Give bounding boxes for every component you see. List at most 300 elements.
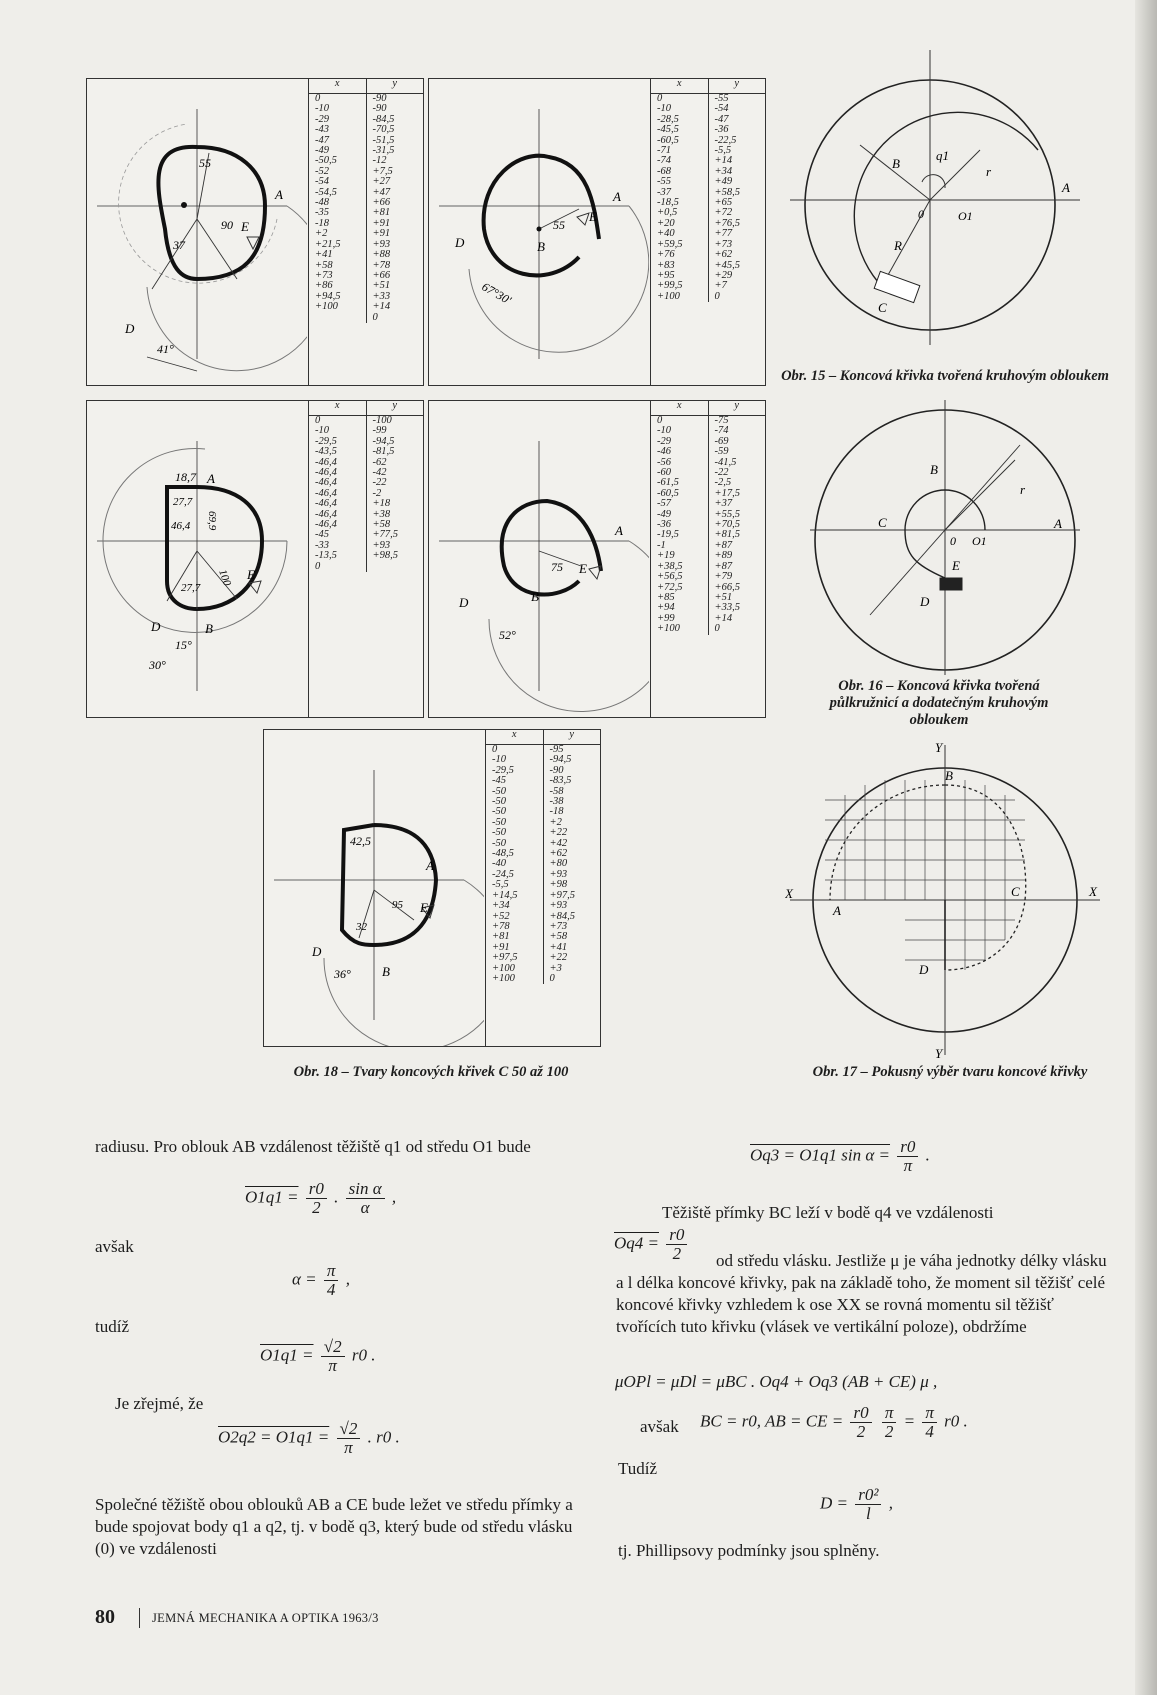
- eq9-den: l: [865, 1504, 871, 1523]
- table-cell-y: +91: [372, 217, 391, 229]
- figure-panel-4: [428, 400, 766, 718]
- table-cell-y: -58: [549, 785, 564, 797]
- figure-panel-1: [86, 78, 424, 386]
- label-R15: R: [894, 238, 902, 253]
- table-cell-y: +98,5: [372, 550, 398, 562]
- table-cell-x: +19: [657, 550, 675, 562]
- figure-panel-5: [263, 729, 601, 1047]
- label-A3: A: [207, 471, 215, 486]
- table-cell-y: +77: [714, 228, 733, 240]
- table-cell-x: -46,4: [315, 519, 337, 531]
- left-paragraph-1: radiusu. Pro oblouk AB vzdálenost těžiště q1 od středu O1 bude: [95, 1137, 531, 1156]
- table-cell-y: +2: [549, 816, 562, 828]
- coord-table-4: [650, 401, 765, 717]
- table-cell-y: +84,5: [549, 910, 575, 922]
- right-paragraph-3: avšak: [640, 1417, 679, 1436]
- table-cell-x: -10: [315, 425, 329, 437]
- table-cell-y: -94,5: [372, 435, 395, 447]
- col-x: x: [651, 79, 709, 93]
- label-D4: D: [459, 595, 469, 610]
- table-cell-x: +99: [657, 612, 675, 624]
- table-cell-y: +98: [549, 879, 568, 891]
- table-cell-x: -18,5: [657, 197, 679, 209]
- eq3-num: √2: [321, 1338, 345, 1357]
- table-cell-y: 0: [549, 972, 555, 984]
- table-cell-x: 0: [492, 744, 498, 755]
- dim-69-9: 69,9: [206, 511, 218, 531]
- label-A5: A: [426, 858, 434, 873]
- label-C15: C: [878, 300, 887, 315]
- table-cell-x: -50: [492, 796, 506, 808]
- col-y: y: [734, 78, 740, 89]
- table-cell-y: -83,5: [549, 775, 572, 787]
- label-r16: r: [1020, 482, 1026, 497]
- table-cell-y: +93: [549, 900, 568, 912]
- equation-3: [260, 1338, 375, 1375]
- table-cell-x: -10: [657, 103, 671, 115]
- coord-table-5: [485, 730, 600, 1046]
- label-D16: D: [920, 594, 930, 609]
- table-cell-y: +93: [549, 868, 568, 880]
- col-y: y: [569, 729, 575, 740]
- table-cell-y: +7: [714, 280, 727, 292]
- table-cell-y: +72: [714, 207, 733, 219]
- table-cell-x: +100: [492, 962, 515, 974]
- col-y: y: [392, 78, 398, 89]
- table-cell-y: +65: [714, 197, 733, 209]
- label-B4: B: [531, 589, 539, 604]
- table-cell-x: +97,5: [492, 952, 518, 964]
- label-D17: D: [919, 962, 929, 977]
- table-cell-x: +78: [492, 920, 510, 932]
- equation-8: BC = r0, AB = CE = $\frac{r0}{2}$ $\frac{\pi}{2}$ = $\frac{\pi}{4}$ r0 .: [700, 1403, 968, 1441]
- table-cell-x: -10: [315, 103, 329, 115]
- table-cell-x: -57: [657, 498, 671, 510]
- right-paragraph-4: Tudíž: [618, 1459, 658, 1478]
- dim-95: 95: [392, 899, 403, 911]
- eq3-lhs: O1q1 =: [260, 1345, 314, 1365]
- table-cell-x: -61,5: [657, 477, 679, 489]
- table-cell-x: -48: [315, 197, 329, 209]
- label-E5: E: [420, 900, 428, 915]
- table-cell-y: +33,5: [714, 602, 740, 614]
- dim-100: 100: [216, 567, 234, 588]
- table-cell-x: -29: [315, 113, 329, 125]
- col-x: x: [309, 79, 367, 93]
- label-E2: E: [589, 209, 597, 224]
- table-cell-x: -1: [657, 539, 666, 551]
- table-cell-x: +14,5: [492, 889, 518, 901]
- table-cell-y: -2,5: [714, 477, 732, 489]
- table-cell-y: +79: [714, 571, 733, 583]
- table-cell-y: +22: [549, 827, 568, 839]
- col-x: x: [651, 401, 709, 415]
- eq5-num: r0: [897, 1138, 918, 1157]
- coord-table-2: [650, 79, 765, 385]
- table-cell-y: +47: [372, 186, 391, 198]
- table-cell-x: +72,5: [657, 581, 683, 593]
- table-cell-x: -50: [492, 816, 506, 828]
- table-cell-x: -49: [315, 145, 329, 157]
- table-cell-x: -40: [492, 858, 506, 870]
- table-cell-x: +83: [657, 259, 675, 271]
- table-cell-y: +93: [372, 539, 391, 551]
- table-cell-x: -48,5: [492, 848, 514, 860]
- equation-1: O1q1 = $\frac{r0}{2}$ . $\frac{\text{sin α}}{\alpha}$ ,: [245, 1179, 397, 1217]
- eq1-f2-num: sin α: [346, 1180, 385, 1199]
- table-cell-y: +45,5: [714, 259, 740, 271]
- eq8-tail: r0 .: [944, 1411, 968, 1431]
- table-cell-y: +29: [714, 269, 733, 281]
- table-cell-x: -46,4: [315, 456, 337, 468]
- label-B15: B: [892, 156, 900, 171]
- table-cell-y: -69: [714, 435, 729, 447]
- figure-16-drawing: [810, 400, 1100, 680]
- table-cell-x: +100: [315, 301, 338, 313]
- table-cell-x: +2: [315, 228, 328, 240]
- table-cell-y: -54: [714, 103, 729, 115]
- curve-drawing-1: [87, 79, 307, 385]
- eq8-lhs: BC = r0, AB = CE =: [700, 1411, 844, 1431]
- table-cell-x: +94: [657, 602, 675, 614]
- table-cell-y: +66: [372, 269, 391, 281]
- table-cell-y: +97,5: [549, 889, 575, 901]
- eq4-lhs: O2q2 = O1q1 =: [218, 1427, 330, 1447]
- table-cell-x: +38,5: [657, 560, 683, 572]
- table-cell-x: -29,5: [315, 435, 337, 447]
- table-cell-y: +18: [372, 498, 391, 510]
- table-cell-x: -68: [657, 165, 671, 177]
- table-cell-x: -50: [492, 785, 506, 797]
- table-cell-y: -18: [549, 806, 564, 818]
- table-cell-x: -19,5: [657, 529, 679, 541]
- table-cell-y: +55,5: [714, 508, 740, 520]
- table-cell-y: +58,5: [714, 186, 740, 198]
- eq1-f1-num: r0: [306, 1180, 327, 1199]
- eq8-n2: π: [882, 1404, 897, 1423]
- label-C16: C: [878, 515, 887, 530]
- table-cell-y: -41,5: [714, 456, 737, 468]
- table-cell-x: -46,4: [315, 498, 337, 510]
- label-E: E: [241, 219, 249, 234]
- eq4-den: π: [344, 1438, 353, 1457]
- table-cell-y: +66,5: [714, 581, 740, 593]
- table-cell-y: +73: [714, 238, 733, 250]
- eq5-den: π: [903, 1156, 913, 1175]
- table-cell-y: +62: [714, 249, 733, 261]
- label-A2: A: [613, 189, 621, 204]
- table-cell-x: +100: [492, 972, 515, 984]
- table-cell-x: -28,5: [657, 113, 679, 125]
- table-cell-x: -35: [315, 207, 329, 219]
- footer-divider: [139, 1608, 140, 1628]
- table-cell-x: -37: [657, 186, 671, 198]
- table-cell-y: 0: [714, 623, 720, 635]
- angle-30: 30°: [149, 658, 166, 672]
- table-cell-y: +62: [549, 848, 568, 860]
- table-cell-y: +89: [714, 550, 733, 562]
- table-cell-x: -50: [492, 806, 506, 818]
- left-paragraph-2: avšak: [95, 1237, 134, 1256]
- figure-panel-2: [428, 78, 766, 386]
- table-cell-x: +56,5: [657, 571, 683, 583]
- table-cell-x: +81: [492, 931, 510, 943]
- label-q15: q1: [936, 148, 949, 163]
- table-cell-x: -54,5: [315, 186, 337, 198]
- table-cell-x: +100: [657, 290, 680, 302]
- angle-15: 15°: [175, 638, 192, 652]
- table-cell-x: -46,4: [315, 467, 337, 479]
- table-cell-y: -84,5: [372, 113, 395, 125]
- table-cell-y: +76,5: [714, 217, 740, 229]
- label-D2: D: [455, 235, 465, 250]
- journal-name: JEMNÁ MECHANIKA A OPTIKA 1963/3: [152, 1611, 379, 1625]
- label-A: A: [275, 187, 283, 202]
- table-cell-x: -33: [315, 539, 329, 551]
- table-cell-x: +91: [492, 941, 510, 953]
- angle-67: 67°30': [479, 279, 514, 308]
- eq3-tail: r0 .: [351, 1345, 376, 1365]
- eq9-lhs: D =: [820, 1493, 848, 1513]
- table-cell-y: +22: [549, 952, 568, 964]
- table-cell-y: -62: [372, 456, 387, 468]
- table-cell-y: -38: [549, 796, 564, 808]
- table-cell-x: -43: [315, 124, 329, 136]
- page-edge-shadow: [1135, 0, 1157, 1695]
- table-cell-y: +78: [372, 259, 391, 271]
- curve-drawing-3: [87, 401, 307, 717]
- table-cell-x: -10: [492, 754, 506, 766]
- dim-42-5: 42,5: [350, 834, 371, 848]
- table-cell-y: +49: [714, 176, 733, 188]
- dim-55: 55: [199, 156, 211, 170]
- table-cell-x: +86: [315, 280, 333, 292]
- table-cell-y: -90: [549, 764, 564, 776]
- label-X17-right: X: [1089, 884, 1097, 899]
- label-O15: 0: [918, 207, 924, 221]
- table-cell-x: 0: [315, 415, 321, 426]
- right-paragraph-5: tj. Phillipsovy podmínky jsou splněny.: [618, 1541, 880, 1560]
- coord-table-1: [308, 79, 423, 385]
- eq3-den: π: [328, 1356, 337, 1375]
- label-r15: r: [986, 164, 992, 179]
- eq6-den: 2: [672, 1244, 682, 1263]
- table-cell-y: -75: [714, 415, 729, 426]
- label-B17: B: [945, 768, 953, 783]
- eq6-num: r0: [666, 1226, 687, 1245]
- table-cell-y: +42: [549, 837, 568, 849]
- table-cell-y: -95: [549, 744, 564, 755]
- table-cell-y: +58: [549, 931, 568, 943]
- table-cell-x: -46: [657, 446, 671, 458]
- curve-drawing-4: [429, 401, 649, 717]
- table-cell-y: -51,5: [372, 134, 395, 146]
- label-A15: A: [1062, 180, 1070, 195]
- coord-table-3: [308, 401, 423, 717]
- table-cell-y: +14: [714, 612, 733, 624]
- label-Y17-top: Y: [935, 740, 943, 755]
- table-cell-x: -74: [657, 155, 671, 167]
- table-cell-x: -46,4: [315, 487, 337, 499]
- table-cell-y: +80: [549, 858, 568, 870]
- table-cell-y: -22: [372, 477, 387, 489]
- eq4-tail: . r0 .: [367, 1427, 400, 1447]
- label-C17: C: [1011, 884, 1020, 899]
- label-B16: B: [930, 462, 938, 477]
- table-cell-y: +17,5: [714, 487, 740, 499]
- eq8-n3: π: [922, 1404, 937, 1423]
- table-cell-y: +70,5: [714, 519, 740, 531]
- table-cell-y: -74: [714, 425, 729, 437]
- table-cell-y: -22: [714, 467, 729, 479]
- curve-drawing-5: [264, 730, 484, 1046]
- equation-7: μOPl = μDl = μBC . Oq4 + Oq3 (AB + CE) μ ,: [615, 1372, 938, 1391]
- table-cell-y: -5,5: [714, 145, 732, 157]
- eq9-num: r0²: [855, 1486, 881, 1505]
- table-cell-x: +40: [657, 228, 675, 240]
- eq8-d3: 4: [925, 1422, 934, 1441]
- table-cell-x: -52: [315, 165, 329, 177]
- table-cell-y: -90: [372, 103, 387, 115]
- table-cell-y: +93: [372, 238, 391, 250]
- table-cell-x: -13,5: [315, 550, 337, 562]
- equation-2: α = $\frac{\pi}{4}$ ,: [292, 1261, 350, 1299]
- table-cell-y: +87: [714, 539, 733, 551]
- table-cell-x: 0: [657, 415, 663, 426]
- table-cell-x: -54: [315, 176, 329, 188]
- table-cell-y: -12: [372, 155, 387, 167]
- table-cell-x: -56: [657, 456, 671, 468]
- eq1-f1-den: 2: [312, 1198, 321, 1217]
- dim-32: 32: [356, 921, 367, 933]
- table-cell-x: -47: [315, 134, 329, 146]
- table-cell-y: -2: [372, 487, 382, 499]
- table-cell-y: +73: [549, 920, 568, 932]
- table-cell-y: +81: [372, 207, 391, 219]
- figure-15-caption: Obr. 15 – Koncová křivka tvořená kruhovým obloukem: [781, 368, 1109, 384]
- dim-27-7a: 27,7: [173, 496, 193, 508]
- equation-9: D = $\frac{\text{r0²}}{l}$ ,: [820, 1485, 893, 1523]
- label-O16: 0: [950, 534, 956, 548]
- table-cell-y: +34: [714, 165, 733, 177]
- table-cell-y: -99: [372, 425, 387, 437]
- table-cell-x: +0,5: [657, 207, 678, 219]
- equation-4: [218, 1420, 400, 1457]
- eq2-num: π: [324, 1262, 339, 1281]
- table-cell-y: +81,5: [714, 529, 740, 541]
- eq8-n1: r0: [850, 1404, 871, 1423]
- label-O1-16: O1: [972, 534, 987, 548]
- label-D3: D: [151, 619, 161, 634]
- col-y: y: [392, 400, 398, 411]
- table-cell-x: +59,5: [657, 238, 683, 250]
- label-O1-15: O1: [958, 209, 973, 223]
- table-cell-x: -50,5: [315, 155, 337, 167]
- table-cell-y: +66: [372, 197, 391, 209]
- label-E4: E: [579, 561, 587, 576]
- table-cell-x: -5,5: [492, 879, 509, 891]
- table-cell-y: +3: [549, 962, 562, 974]
- table-cell-x: 0: [315, 93, 321, 104]
- table-cell-y: -59: [714, 446, 729, 458]
- eq1-f2-den: α: [360, 1198, 370, 1217]
- left-paragraph-5: Společné těžiště obou oblouků AB a CE bude ležet ve středu přímky a bude spojovat body q1 a q2, tj. v bodě q3, který bude od středu vlásku (0) ve vzdálenosti: [95, 1495, 573, 1558]
- curve-drawing-2: [429, 79, 649, 385]
- table-cell-x: +100: [657, 623, 680, 635]
- label-D5: D: [312, 944, 322, 959]
- table-cell-x: -71: [657, 145, 671, 157]
- table-cell-x: -36: [657, 519, 671, 531]
- table-cell-y: +58: [372, 519, 391, 531]
- eq8-d1: 2: [856, 1422, 866, 1441]
- table-cell-y: 0: [714, 290, 720, 302]
- table-cell-x: -10: [657, 425, 671, 437]
- table-cell-x: -50: [492, 827, 506, 839]
- right-paragraph-1: Těžiště přímky BC leží v bodě q4 ve vzdálenosti: [662, 1203, 994, 1222]
- eq2-lhs: α =: [292, 1269, 317, 1289]
- left-paragraph-3: tudíž: [95, 1317, 129, 1336]
- table-cell-x: 0: [315, 560, 321, 572]
- label-E16: E: [952, 558, 960, 573]
- table-cell-y: -100: [372, 415, 392, 426]
- table-cell-y: -55: [714, 93, 729, 104]
- table-cell-x: -49: [657, 508, 671, 520]
- table-cell-x: +20: [657, 217, 675, 229]
- table-cell-x: -45: [315, 529, 329, 541]
- eq5-lhs: Oq3 = O1q1 sin α =: [750, 1145, 891, 1165]
- table-cell-x: +21,5: [315, 238, 341, 250]
- table-cell-x: -43,5: [315, 446, 337, 458]
- eq4-num: √2: [337, 1420, 361, 1439]
- equation-5: Oq3 = O1q1 sin α = $\frac{r0}{\pi}$ .: [750, 1137, 930, 1175]
- label-E3: E: [247, 567, 255, 582]
- table-cell-y: +33: [372, 290, 391, 302]
- col-x: x: [309, 401, 367, 415]
- table-cell-y: -90: [372, 93, 387, 104]
- table-cell-x: -29,5: [492, 764, 514, 776]
- angle-36: 36°: [334, 967, 351, 981]
- table-cell-y: +51: [372, 280, 391, 292]
- dim-37: 37: [173, 238, 185, 252]
- table-cell-x: -60,5: [657, 134, 679, 146]
- table-cell-y: -36: [714, 124, 729, 136]
- table-cell-x: -18: [315, 217, 329, 229]
- col-y: y: [734, 400, 740, 411]
- page-number: 80: [95, 1606, 115, 1628]
- table-cell-y: +77,5: [372, 529, 398, 541]
- label-B2: B: [537, 239, 545, 254]
- dim-75: 75: [551, 560, 563, 574]
- eq1-lhs: O1q1 =: [245, 1187, 299, 1207]
- table-cell-y: +88: [372, 249, 391, 261]
- table-cell-x: +76: [657, 249, 675, 261]
- eq2-den: 4: [326, 1280, 336, 1299]
- right-paragraph-2: od středu vlásku. Jestliže μ je váha jednotky délky vlásku a l délka koncové křivky, pak na základě toho, že moment sil těžišť celé koncové křivky vzhledem k ose XX se rovná momentu sil těžišť tvořících tuto křivku (vlásek ve vertikální poloze), obdržíme: [616, 1251, 1107, 1336]
- eq8-d2: 2: [884, 1422, 894, 1441]
- table-cell-x: -55: [657, 176, 671, 188]
- table-cell-y: +14: [714, 155, 733, 167]
- table-cell-x: +85: [657, 591, 675, 603]
- dim-55b: 55: [553, 218, 565, 232]
- figure-15-drawing: [790, 50, 1080, 350]
- table-cell-x: -29: [657, 435, 671, 447]
- label-D: D: [125, 321, 135, 336]
- label-X17-left: X: [785, 886, 793, 901]
- table-cell-x: +95: [657, 269, 675, 281]
- label-A16: A: [1054, 516, 1062, 531]
- label-B3: B: [205, 621, 213, 636]
- col-x: x: [486, 730, 544, 744]
